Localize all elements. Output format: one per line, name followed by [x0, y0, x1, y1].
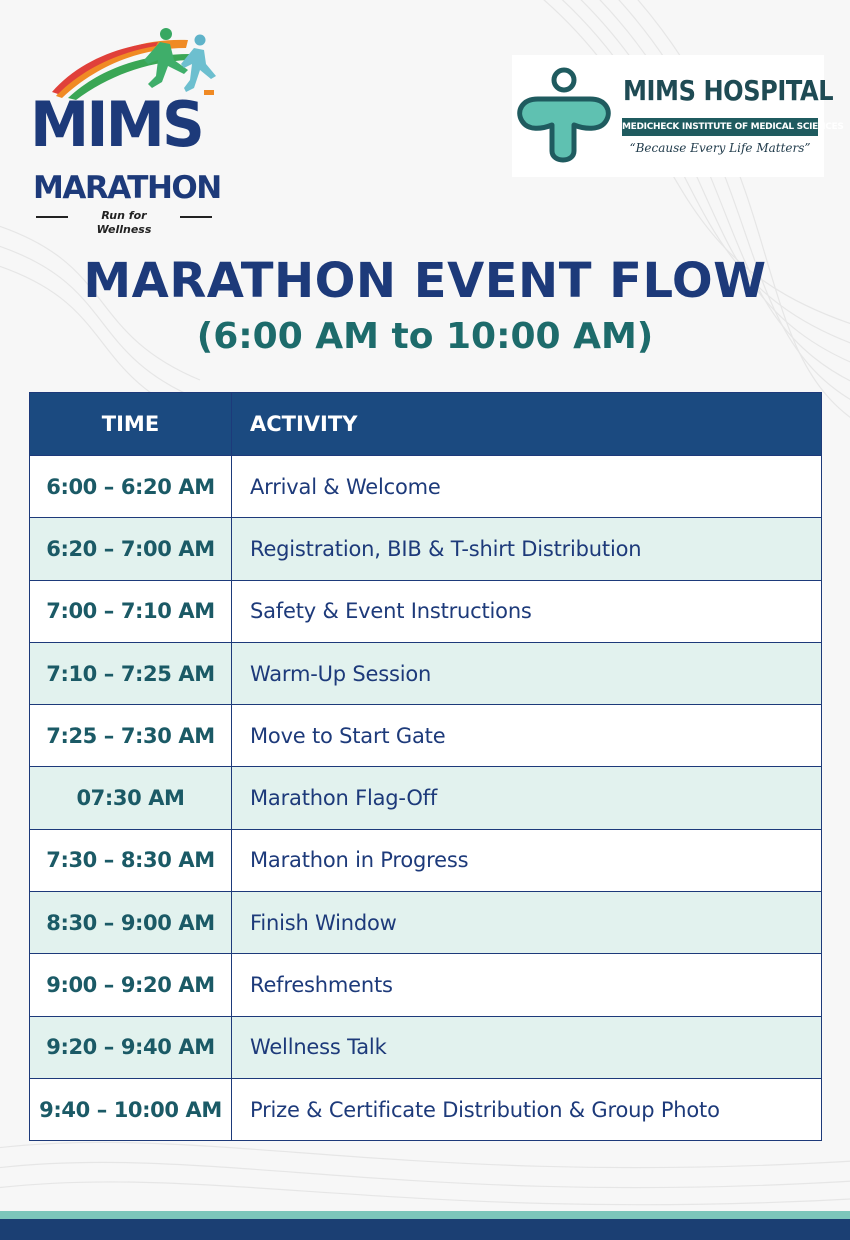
row-time: 8:30 – 9:00 AM: [30, 892, 232, 954]
hospital-name: MIMS HOSPITAL: [623, 74, 834, 107]
table-row: [30, 580, 822, 642]
tagline-rule-right: [180, 216, 212, 218]
event-schedule-table: [29, 392, 822, 1141]
table-header-row: [30, 393, 822, 456]
row-time: 9:00 – 9:20 AM: [30, 954, 232, 1016]
page-title: MARATHON EVENT FLOW: [83, 253, 767, 309]
tagline-rule-left: [36, 216, 68, 218]
mims-marathon-logo: [28, 26, 228, 236]
row-activity: Wellness Talk: [232, 1016, 822, 1078]
row-time: 6:20 – 7:00 AM: [30, 518, 232, 580]
row-time: 6:00 – 6:20 AM: [30, 456, 232, 518]
table-row: [30, 705, 822, 767]
row-time: 9:40 – 10:00 AM: [30, 1078, 232, 1140]
row-time: 7:00 – 7:10 AM: [30, 580, 232, 642]
row-activity: Registration, BIB & T-shirt Distribution: [232, 518, 822, 580]
table-row: [30, 954, 822, 1016]
logo-tagline-row: [36, 209, 212, 236]
row-activity: Safety & Event Instructions: [232, 580, 822, 642]
logo-mims-text: MIMS: [30, 88, 202, 161]
footer-bar-navy: [0, 1219, 850, 1240]
table-row: [30, 767, 822, 829]
hospital-motto: “Because Every Life Matters”: [629, 141, 811, 155]
table-row: [30, 518, 822, 580]
row-time: 9:20 – 9:40 AM: [30, 1016, 232, 1078]
table-row: [30, 1016, 822, 1078]
mims-hospital-logo: [512, 55, 844, 177]
logo-marathon-text: MARATHON: [33, 170, 221, 206]
row-activity: Marathon in Progress: [232, 829, 822, 891]
column-header-time: TIME: [30, 393, 232, 456]
row-time: 7:25 – 7:30 AM: [30, 705, 232, 767]
table-row: [30, 456, 822, 518]
hospital-subtitle: MEDICHECK INSTITUTE OF MEDICAL SCIENCES: [622, 118, 818, 136]
footer-bar-teal: [0, 1211, 850, 1219]
table-row: [30, 829, 822, 891]
row-activity: Refreshments: [232, 954, 822, 1016]
column-header-activity: ACTIVITY: [232, 393, 822, 456]
page-subtitle: (6:00 AM to 10:00 AM): [196, 316, 654, 357]
row-activity: Prize & Certificate Distribution & Group Photo: [232, 1078, 822, 1140]
row-activity: Move to Start Gate: [232, 705, 822, 767]
table-row: [30, 1078, 822, 1140]
row-time: 7:30 – 8:30 AM: [30, 829, 232, 891]
row-time: 07:30 AM: [30, 767, 232, 829]
row-activity: Finish Window: [232, 892, 822, 954]
table-row: [30, 642, 822, 704]
row-activity: Marathon Flag-Off: [232, 767, 822, 829]
table-row: [30, 892, 822, 954]
logo-tagline: Run for Wellness: [96, 209, 152, 236]
person-cross-icon: [516, 67, 616, 167]
row-activity: Warm-Up Session: [232, 642, 822, 704]
row-activity: Arrival & Welcome: [232, 456, 822, 518]
row-time: 7:10 – 7:25 AM: [30, 642, 232, 704]
